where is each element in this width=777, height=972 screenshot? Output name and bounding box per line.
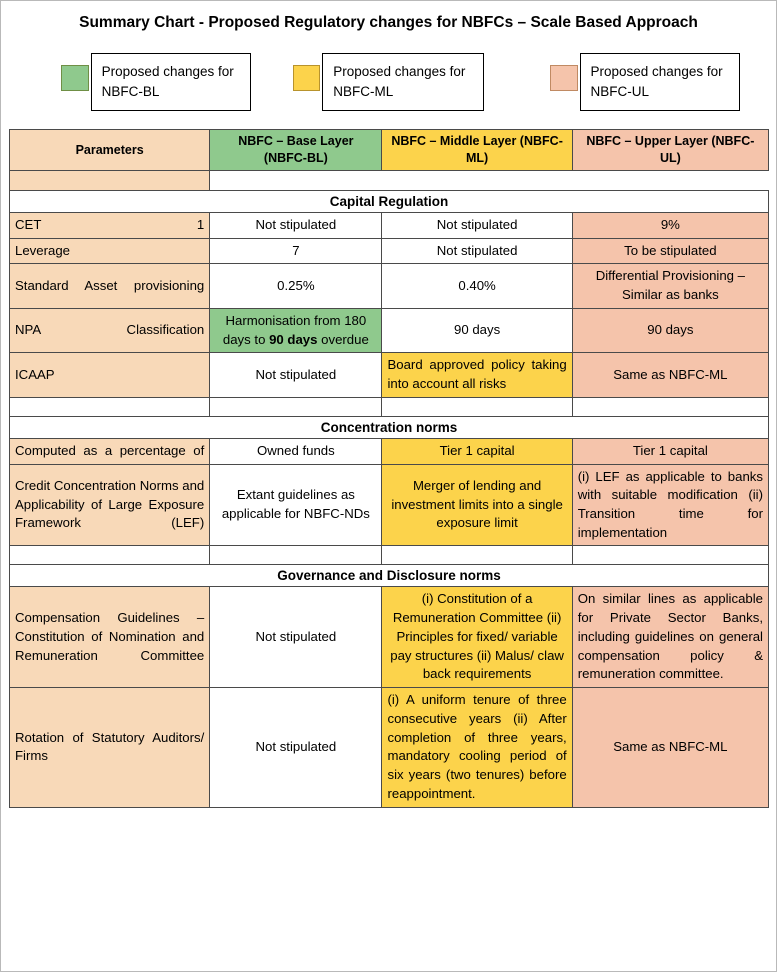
row-value-bl: Owned funds <box>210 438 382 464</box>
row-value-ul: On similar lines as applicable for Private Sector Banks, including guidelines on general compensation policy & remuneration committee. <box>572 587 768 688</box>
row-value-bl: 7 <box>210 238 382 264</box>
row-value-bl: Harmonisation from 180 days to 90 days overdue <box>210 308 382 352</box>
column-header-base-layer: NBFC – Base Layer (NBFC-BL) <box>210 130 382 171</box>
row-value-ul: (i) LEF as applicable to banks with suitable modification (ii) Transition time for implementation <box>572 464 768 546</box>
spacer-cell-ul <box>572 170 768 190</box>
section-gap-row <box>10 397 769 416</box>
row-parameter-credit-concentration-norms: Credit Concentration Norms and Applicability of Large Exposure Framework (LEF) <box>10 464 210 546</box>
table-row <box>10 464 769 546</box>
section-heading-row <box>10 565 769 587</box>
row-value-ml: Not stipulated <box>382 238 572 264</box>
column-header-parameters: Parameters <box>10 130 210 171</box>
row-value-ml: 0.40% <box>382 264 572 308</box>
gap-cell <box>210 397 382 416</box>
section-heading-capital-regulation: Capital Regulation <box>10 190 769 212</box>
legend-swatch-green-icon <box>61 65 89 91</box>
row-parameter-compensation-guidelines: Compensation Guidelines – Constitution of Nomination and Remuneration Committee <box>10 587 210 688</box>
row-value-ml: Tier 1 capital <box>382 438 572 464</box>
legend-label-ul: Proposed changes for NBFC-UL <box>580 53 740 111</box>
legend <box>61 53 776 111</box>
row-value-ml: 90 days <box>382 308 572 352</box>
legend-item-ml <box>293 53 484 111</box>
summary-chart-table <box>9 129 769 807</box>
gap-cell <box>210 546 382 565</box>
row-value-ul: Same as NBFC-ML <box>572 353 768 397</box>
row-value-ml: (i) Constitution of a Remuneration Committee (ii) Principles for fixed/ variable pay structures (ii) Malus/ claw back requirements <box>382 587 572 688</box>
legend-item-bl <box>61 53 251 111</box>
row-value-bl: Not stipulated <box>210 212 382 238</box>
gap-cell <box>10 397 210 416</box>
legend-label-bl: Proposed changes for NBFC-BL <box>91 53 251 111</box>
row-value-ul: Differential Provisioning – Similar as banks <box>572 264 768 308</box>
row-value-ml: Merger of lending and investment limits into a single exposure limit <box>382 464 572 546</box>
column-header-middle-layer: NBFC – Middle Layer (NBFC-ML) <box>382 130 572 171</box>
gap-cell <box>572 397 768 416</box>
table-row <box>10 587 769 688</box>
section-heading-row <box>10 190 769 212</box>
table-row <box>10 688 769 807</box>
row-parameter-computed-as-percentage: Computed as a percentage of <box>10 438 210 464</box>
row-value-bl: Not stipulated <box>210 587 382 688</box>
row-value-bl: Not stipulated <box>210 353 382 397</box>
row-parameter-standard-asset-provisioning: Standard Asset provisioning <box>10 264 210 308</box>
header-spacer-row <box>10 170 769 190</box>
spacer-cell-bl <box>210 170 382 190</box>
row-value-bl: Extant guidelines as applicable for NBFC-NDs <box>210 464 382 546</box>
row-parameter-leverage: Leverage <box>10 238 210 264</box>
gap-cell <box>382 546 572 565</box>
row-value-bl: Not stipulated <box>210 688 382 807</box>
legend-swatch-yellow-icon <box>293 65 321 91</box>
table-header-row <box>10 130 769 171</box>
legend-item-ul <box>550 53 740 111</box>
section-heading-concentration-norms: Concentration norms <box>10 416 769 438</box>
table-row <box>10 212 769 238</box>
legend-label-ml: Proposed changes for NBFC-ML <box>322 53 484 111</box>
row-value-ul: 9% <box>572 212 768 238</box>
spacer-cell-parameters <box>10 170 210 190</box>
table-row <box>10 238 769 264</box>
table-row <box>10 308 769 352</box>
section-heading-governance-disclosure: Governance and Disclosure norms <box>10 565 769 587</box>
column-header-upper-layer: NBFC – Upper Layer (NBFC-UL) <box>572 130 768 171</box>
row-value-ul: Same as NBFC-ML <box>572 688 768 807</box>
gap-cell <box>10 546 210 565</box>
table-row <box>10 438 769 464</box>
row-value-ml: Board approved policy taking into account all risks <box>382 353 572 397</box>
legend-swatch-pink-icon <box>550 65 578 91</box>
spacer-cell-ml <box>382 170 572 190</box>
gap-cell <box>572 546 768 565</box>
table-row <box>10 353 769 397</box>
row-value-ul: To be stipulated <box>572 238 768 264</box>
row-parameter-rotation-statutory-auditors: Rotation of Statutory Auditors/ Firms <box>10 688 210 807</box>
page-title: Summary Chart - Proposed Regulatory changes for NBFCs – Scale Based Approach <box>79 14 698 31</box>
row-parameter-cet1: CET 1 <box>10 212 210 238</box>
row-parameter-icaap: ICAAP <box>10 353 210 397</box>
table-row <box>10 264 769 308</box>
row-value-ul: 90 days <box>572 308 768 352</box>
row-value-ul: Tier 1 capital <box>572 438 768 464</box>
row-value-bl: 0.25% <box>210 264 382 308</box>
section-gap-row <box>10 546 769 565</box>
row-parameter-npa-classification: NPA Classification <box>10 308 210 352</box>
gap-cell <box>382 397 572 416</box>
row-value-ml: (i) A uniform tenure of three consecutive years (ii) After completion of three years, mandatory cooling period of six years (two tenures) before reappointment. <box>382 688 572 807</box>
row-value-ml: Not stipulated <box>382 212 572 238</box>
section-heading-row <box>10 416 769 438</box>
